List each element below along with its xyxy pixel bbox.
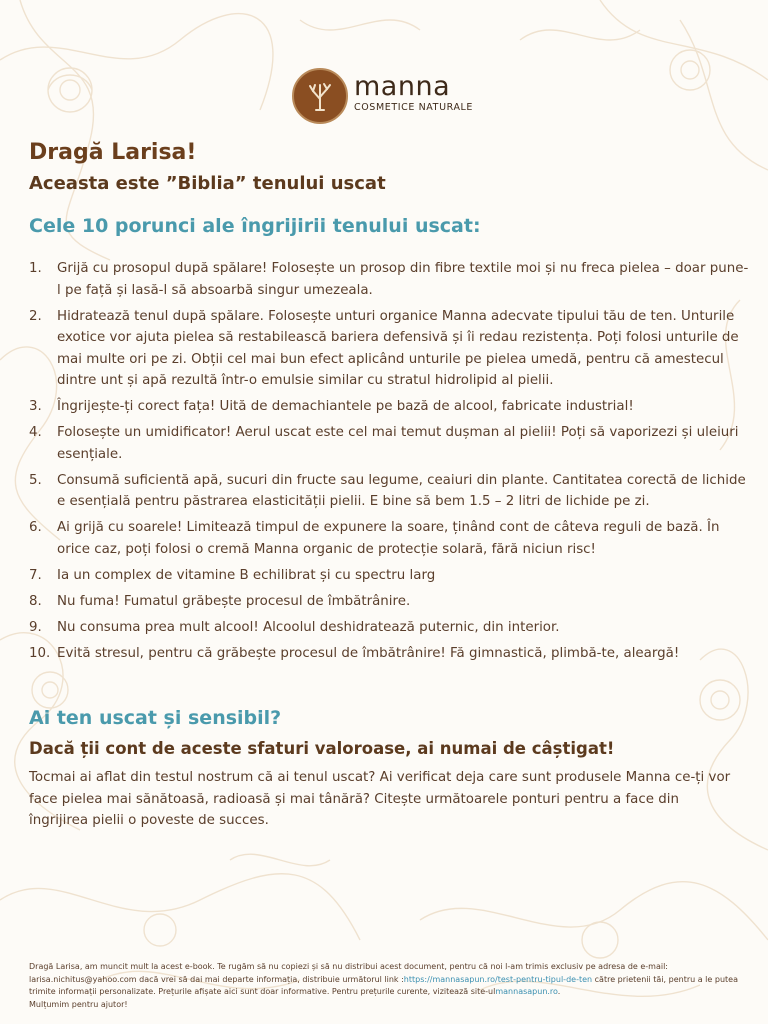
test-link[interactable]: https://mannasapun.ro/test-pentru-tipul-de-ten: [403, 974, 593, 984]
document-subtitle: Aceasta este ”Biblia” tenului uscat: [29, 173, 386, 194]
list-item: [29, 306, 749, 392]
list-item-text: Îngrijește-ți corect fața! Uită de demachiantele pe bază de alcool, fabricate industrial!: [57, 399, 634, 414]
list-item-number: 9.: [29, 619, 42, 635]
site-link[interactable]: mannasapun.ro: [495, 987, 558, 996]
list-item-text: Hidratează tenul după spălare. Folosește unturi organice Manna adecvate tipului tău de ten. Unturile exotice vor ajuta pielea să restabilească bariera defensivă și îi redau rezistența. Poți folosi unturile de mai multe ori pe zi. Obții cel mai bun efect aplicând unturile pe pielea umedă, pentru că amestecul dintre unt și apă rezultă într-o emulsie similar cu stratul hidrolipid al pielii.: [57, 308, 739, 388]
list-item-text: Consumă suficientă apă, sucuri din fructe sau legume, ceaiuri din plante. Cantitatea corectă de lichide e esențială pentru păstrarea elasticității pielii. E bine să bem 1.5 – 2 litri de lichide pe zi.: [57, 472, 746, 509]
list-item: [29, 517, 749, 560]
list-item: [29, 617, 749, 639]
list-item-text: Ia un complex de vitamine B echilibrat și cu spectru larg: [57, 567, 436, 583]
list-item-text: Nu consuma prea mult alcool! Alcoolul deshidratează puternic, din interior.: [57, 619, 560, 635]
footer-text: .: [557, 987, 561, 996]
list-item: [29, 422, 749, 465]
footer-disclaimer: [29, 961, 741, 1011]
list-item: [29, 470, 749, 513]
footer-text: către prietenii tăi, pentru a le putea trimite informații personalizate. Prețurile afișate aici sunt doar informative. Pentru prețurile curente, vizitează site-ul: [29, 974, 738, 996]
list-item-number: 2.: [29, 308, 42, 324]
list-item: [29, 643, 749, 665]
footer-text: Dragă Larisa, am muncit mult la acest e-book. Te rugăm să nu copiezi și să nu distribui acest document, pentru că noi l-am trimis exclusiv pe adresa de e-mail: larisa.nichitus@yahoo.com dacă vrei să dai mai departe informația, distribuie următorul link :: [29, 962, 668, 984]
list-item-text: Evită stresul, pentru că grăbește procesul de îmbătrânire! Fă gimnastică, plimbă-te, aleargă!: [57, 645, 680, 661]
logo-tagline: COSMETICE NATURALE: [354, 102, 474, 114]
list-item-number: 5.: [29, 472, 42, 488]
greeting-title: Dragă Larisa!: [29, 140, 197, 165]
logo-wordmark: manna: [354, 71, 451, 103]
list-item-number: 1.: [29, 261, 42, 276]
list-item-number: 7.: [29, 567, 42, 583]
list-item: [29, 591, 749, 613]
list-item-number: 6.: [29, 520, 42, 535]
list-item-text: Folosește un umidificator! Aerul uscat este cel mai temut dușman al pielii! Poți să vaporizezi și uleiuri esențiale.: [57, 425, 739, 462]
section-subheading: Dacă ții cont de aceste sfaturi valoroase, ai numai de câștigat!: [29, 739, 615, 758]
list-item-text: Ai grijă cu soarele! Limitează timpul de expunere la soare, ținând cont de câteva reguli de bază. În orice caz, poți folosi o cremă Manna organic de protecție solară, fără niciun risc!: [57, 520, 720, 557]
list-item-number: 3.: [29, 399, 42, 414]
footer-thanks: Mulțumim pentru ajutor!: [29, 999, 128, 1009]
intro-paragraph: Tocmai ai aflat din testul nostrum că ai tenul uscat? Ai verificat deja care sunt produsele Manna ce-ți vor face pielea mai sănătoasă, radioasă și mai tânără? Citește următoarele ponturi pentru a face din îngrijirea pielii o poveste de succes.: [29, 770, 731, 828]
section-heading: Ai ten uscat și sensibil?: [29, 707, 282, 729]
tree-icon: [292, 68, 348, 124]
list-item-number: 4.: [29, 425, 42, 440]
rules-list: [29, 258, 749, 669]
list-item-text: Grijă cu prosopul după spălare! Folosește un prosop din fibre textile moi și nu freca pielea – doar pune-l pe față și lasă-l să absoarbă singur umezeala.: [57, 261, 749, 298]
list-item: [29, 565, 749, 587]
list-item: [29, 396, 749, 418]
list-item-number: 8.: [29, 593, 42, 609]
list-item-number: 10.: [29, 645, 51, 661]
rules-heading: Cele 10 porunci ale îngrijirii tenului uscat:: [29, 215, 481, 237]
list-item: [29, 258, 749, 301]
manna-logo: [292, 68, 473, 124]
list-item-text: Nu fuma! Fumatul grăbește procesul de îmbătrânire.: [57, 593, 411, 609]
